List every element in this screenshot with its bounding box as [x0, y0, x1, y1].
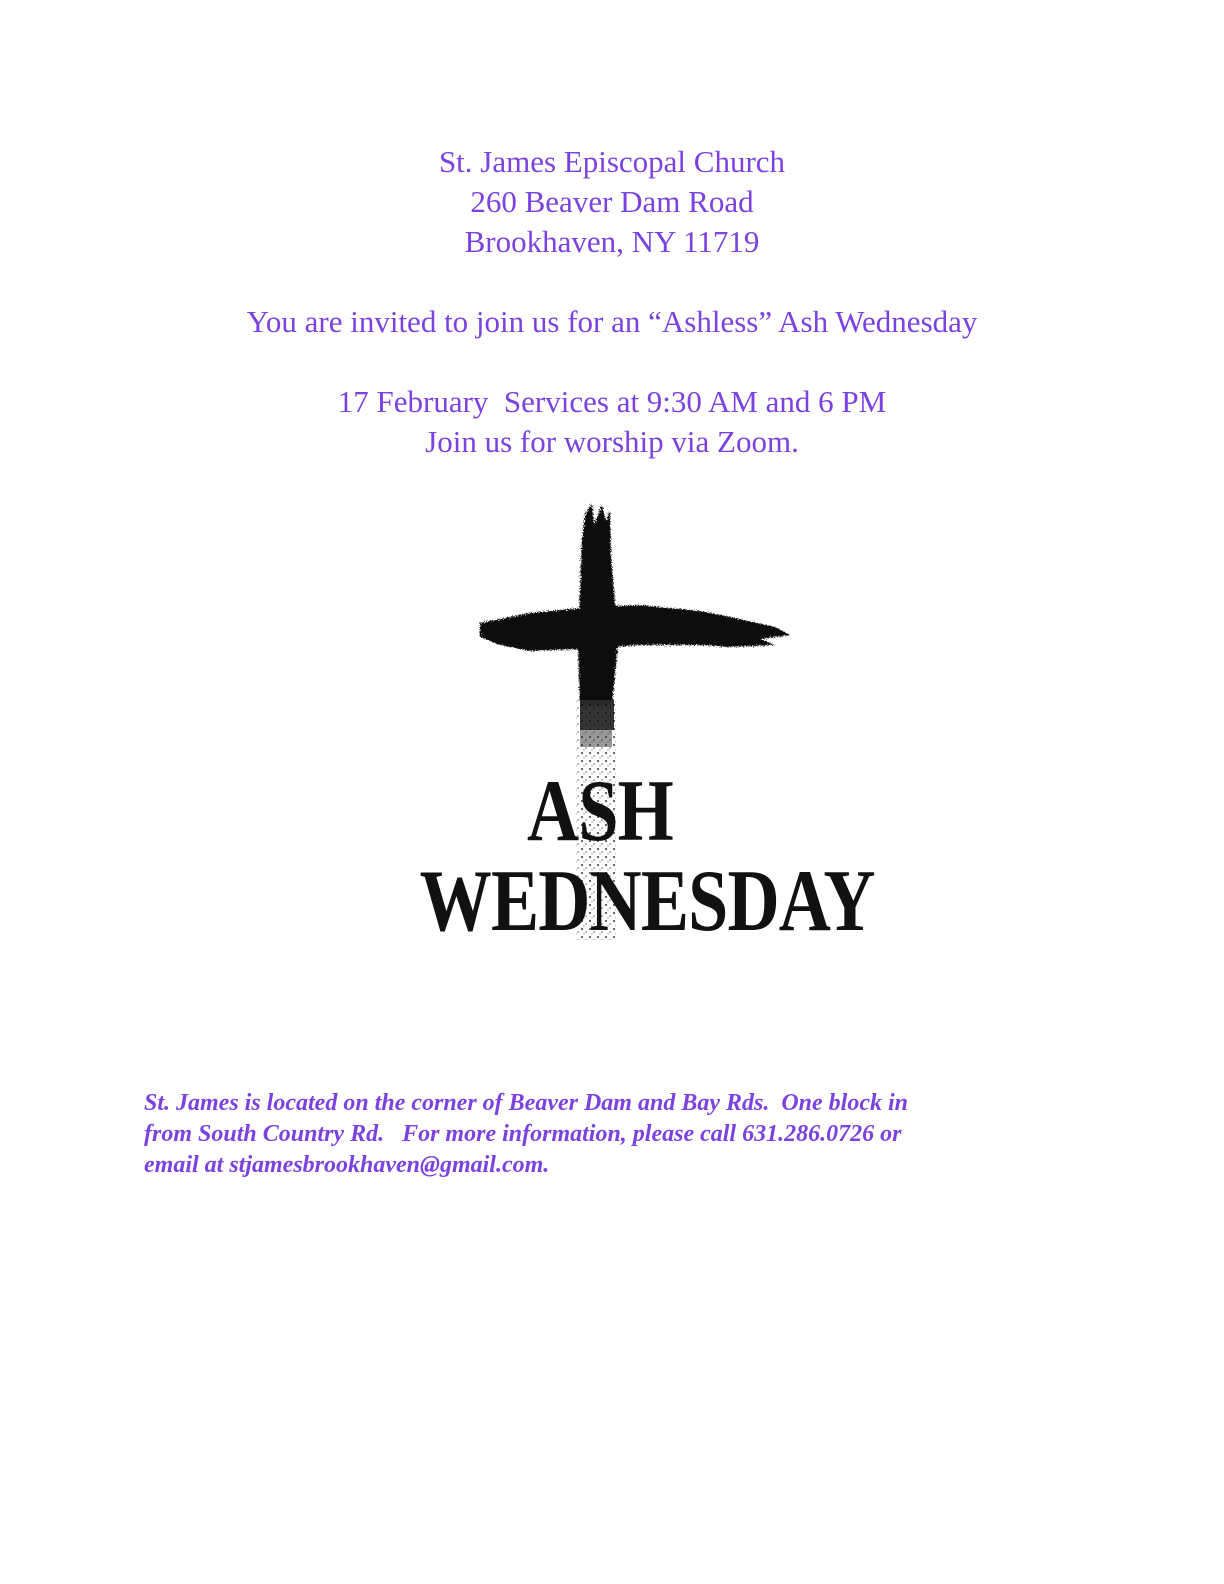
service-times: 17 February Services at 9:30 AM and 6 PM	[337, 384, 887, 419]
footer-line-1: St. James is located on the corner of Beaver Dam and Bay Rds. One block in	[144, 1090, 908, 1116]
church-name: St. James Episcopal Church	[438, 144, 786, 179]
ash-wednesday-logo	[380, 495, 875, 955]
logo-word-ash: ASH	[527, 763, 673, 860]
church-address-block	[0, 142, 1224, 262]
location-contact-note	[144, 1088, 1084, 1181]
footer-line-3: email at stjamesbrookhaven@gmail.com.	[144, 1152, 550, 1178]
invitation-line	[0, 302, 1224, 342]
invitation-text: You are invited to join us for an “Ashless” Ash Wednesday	[246, 304, 978, 339]
service-zoom-note: Join us for worship via Zoom.	[425, 424, 799, 459]
logo-word-wednesday: WEDNESDAY	[419, 853, 875, 950]
church-city: Brookhaven, NY 11719	[464, 224, 760, 259]
church-street: 260 Beaver Dam Road	[470, 184, 754, 219]
service-info	[0, 382, 1224, 462]
footer-line-2: from South Country Rd. For more information, please call 631.286.0726 or	[144, 1121, 902, 1147]
